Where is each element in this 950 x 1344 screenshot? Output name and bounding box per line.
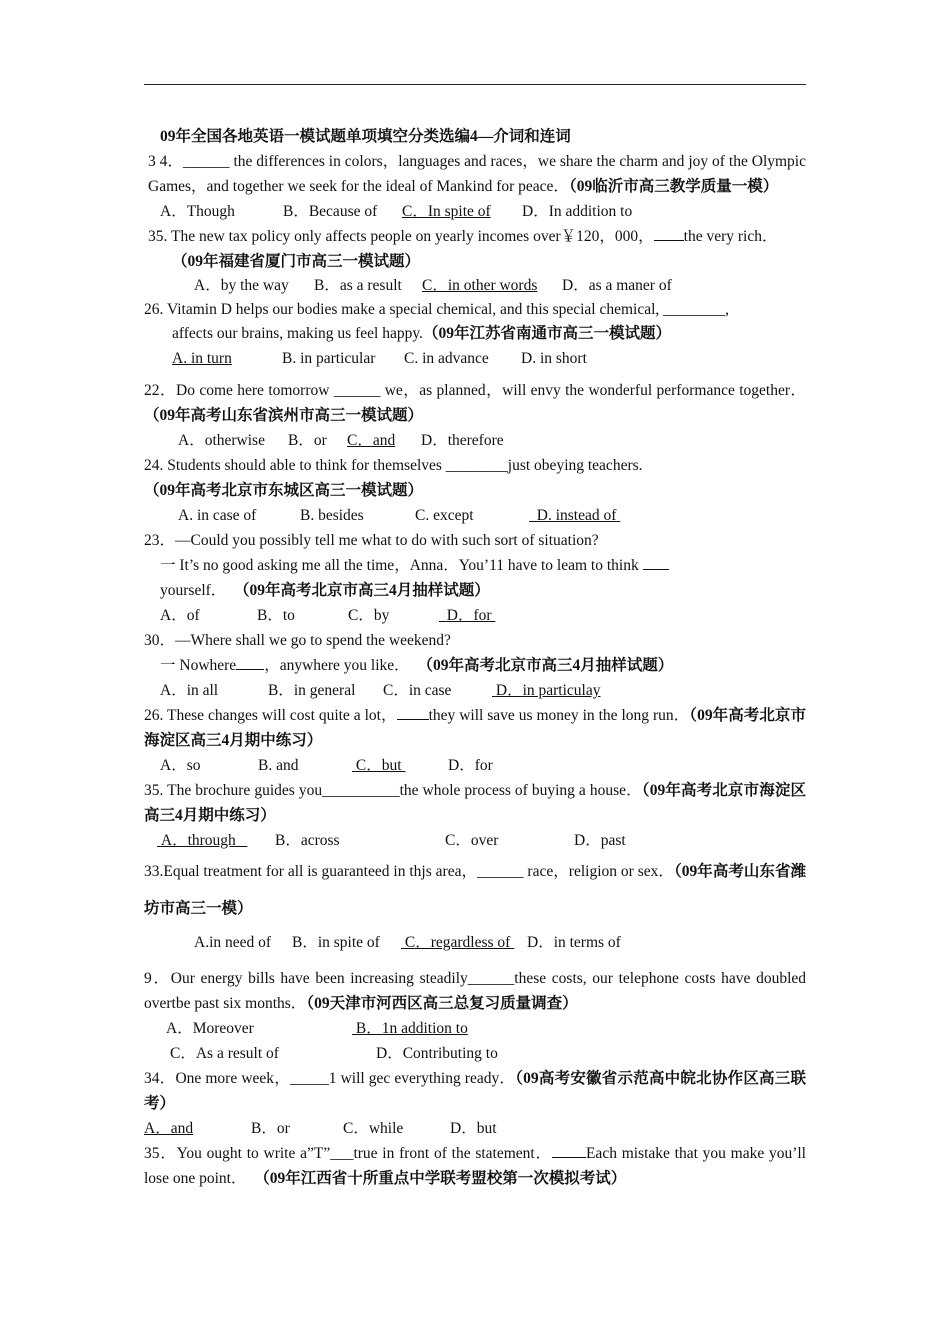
options-row (144, 428, 806, 453)
question-9-tianjin: 9．Our energy bills have been increasing steadily______these costs, our telephone costs have doubled overtbe past six months．（09天津市河西区高三总复习质量调查） (144, 970, 806, 1012)
option-a[interactable]: A．by the way (194, 277, 289, 294)
option-d-answer[interactable]: D. instead of (536, 507, 617, 524)
question-source: （09临沂市高三教学质量一模） (568, 178, 779, 195)
option-d[interactable]: D. in short (521, 350, 587, 367)
option-a[interactable]: A．of (160, 607, 200, 624)
question-continuation: yourself． （09年高考北京市高三4月抽样试题） (160, 582, 490, 599)
options-row (144, 1041, 806, 1066)
question-24-dongcheng: 24. Students should able to think for themselves ________just obeying teachers. (144, 457, 643, 474)
option-b[interactable]: B．in spite of (292, 934, 380, 951)
option-b-answer[interactable]: B．1n addition to (355, 1020, 468, 1037)
option-d-answer[interactable]: D．in particulay (495, 682, 601, 699)
answer-blank (397, 703, 429, 720)
question-23-beijing: 23．—Could you possibly tell me what to do with such sort of situation? (144, 532, 599, 549)
option-a[interactable]: A. in case of (178, 507, 257, 524)
question-continuation: affects our brains, making us feel happy.（09年江苏省南通市高三一模试题） (172, 325, 671, 342)
options-row (144, 1016, 806, 1041)
option-c[interactable]: C．in case (383, 682, 452, 699)
document-title: 09年全国各地英语一模试题单项填空分类选编4—介词和连词 (160, 128, 571, 145)
question-35-jiangxi: 35．You ought to write a”T”___true in front of the statement． Each mistake that you make you’ll lose one point． （09年江西省十所重点中学联考盟校第一次模拟考试） (144, 1141, 806, 1191)
option-c[interactable]: C．over (445, 832, 499, 849)
option-d[interactable]: D．but (450, 1120, 497, 1137)
options-row (144, 503, 806, 528)
question-source-line: （09年高考北京市东城区高三一模试题） (144, 482, 424, 499)
question-35-xiamen: 35. The new tax policy only affects people on yearly incomes over￥120，000， the very rich． (144, 224, 806, 249)
option-a[interactable]: A.in need of (194, 934, 272, 951)
option-a-answer[interactable]: A．through (160, 832, 236, 849)
question-26-haidian: 26. These changes will cost quite a lot， they will save us money in the long run．（09年高考北京市海淀区高三4月期中练习） (144, 703, 806, 753)
document-body (144, 124, 806, 1191)
option-b[interactable]: B．to (257, 607, 295, 624)
option-c[interactable]: C．As a result of (170, 1045, 279, 1062)
question-26-nantong: 26. Vitamin D helps our bodies make a special chemical, and this special chemical, ________, (144, 301, 730, 318)
option-c-answer[interactable]: C．but (355, 757, 402, 774)
option-b[interactable]: B. in particular (282, 350, 376, 367)
option-c-answer[interactable]: C．In spite of (402, 203, 491, 220)
option-d-answer[interactable]: D．for (446, 607, 492, 624)
option-c-answer[interactable]: C．in other words (422, 277, 538, 294)
header-rule (144, 84, 806, 85)
options-row (144, 346, 806, 372)
options-row (144, 603, 806, 628)
options-row (144, 678, 806, 703)
options-row (144, 828, 806, 853)
question-34-anhui: 34．One more week，_____1 will gec everything ready．（09高考安徽省示范高中皖北协作区高三联考） (144, 1070, 806, 1112)
option-c[interactable]: C．while (343, 1120, 404, 1137)
option-b[interactable]: B．Because of (283, 203, 378, 220)
option-d[interactable]: D．In addition to (522, 203, 633, 220)
option-b[interactable]: B．in general (268, 682, 356, 699)
option-a[interactable]: A．in all (160, 682, 219, 699)
option-a[interactable]: A．Though (160, 203, 235, 220)
option-a[interactable]: A．Moreover (166, 1020, 254, 1037)
option-b[interactable]: B．across (275, 832, 340, 849)
option-b[interactable]: B．or (288, 432, 327, 449)
option-d[interactable]: D．Contributing to (376, 1045, 498, 1062)
question-33-weifang: 33.Equal treatment for all is guaranteed in thjs area，______ race，religion or sex．（09年高考山东省潍坊市高三一模） (144, 863, 806, 917)
option-d[interactable]: D．therefore (421, 432, 504, 449)
question-continuation: 一 Nowhere ，anywhere you like． （09年高考北京市高三4月抽样试题） (144, 653, 806, 678)
option-c[interactable]: C. except (415, 507, 474, 524)
options-row (144, 199, 806, 224)
option-c-answer[interactable]: C．and (347, 432, 396, 449)
option-d[interactable]: D．as a maner of (562, 277, 672, 294)
question-35-haidian: 35. The brochure guides you__________the whole process of buying a house．（09年高考北京市海淀区高三4月期中练习） (144, 782, 806, 824)
option-b[interactable]: B．or (251, 1120, 290, 1137)
question-22-binzhou: 22．Do come here tomorrow ______ we，as planned，will envy the wonderful performance together．（09年高考山东省滨州市高三一模试题） (144, 382, 806, 424)
option-c[interactable]: C. in advance (404, 350, 489, 367)
option-b[interactable]: B. besides (300, 507, 364, 524)
option-b[interactable]: B．as a result (314, 277, 402, 294)
options-row (144, 1116, 806, 1141)
answer-blank (654, 224, 684, 241)
answer-blank (643, 553, 669, 570)
option-a-answer[interactable]: A．and (144, 1120, 194, 1137)
answer-blank (236, 653, 264, 670)
options-row (144, 930, 806, 955)
question-30-beijing: 30．—Where shall we go to spend the weekend? (144, 632, 451, 649)
option-a[interactable]: A．so (160, 757, 201, 774)
option-b[interactable]: B. and (258, 757, 299, 774)
question-34-linyi: 3 4．______ the differences in colors，languages and races，we share the charm and joy of the Olympic Games，and together we seek for the ideal of Mankind for peace．（09临沂市高三教学质量一模） (148, 153, 806, 195)
question-source-line: （09年福建省厦门市高三一模试题） (172, 253, 421, 270)
question-continuation: 一 It’s no good asking me all the time，Anna．You’11 have to leam to think (144, 553, 806, 578)
option-d[interactable]: D．for (448, 757, 493, 774)
option-c[interactable]: C．by (348, 607, 390, 624)
option-c-answer[interactable]: C．regardless of (404, 934, 511, 951)
option-a[interactable]: A．otherwise (178, 432, 265, 449)
options-row (144, 274, 806, 298)
option-d[interactable]: D．past (574, 832, 626, 849)
option-a-answer[interactable]: A. in turn (172, 350, 232, 367)
answer-blank (552, 1141, 586, 1158)
options-row (144, 753, 806, 778)
option-d[interactable]: D．in terms of (527, 934, 621, 951)
